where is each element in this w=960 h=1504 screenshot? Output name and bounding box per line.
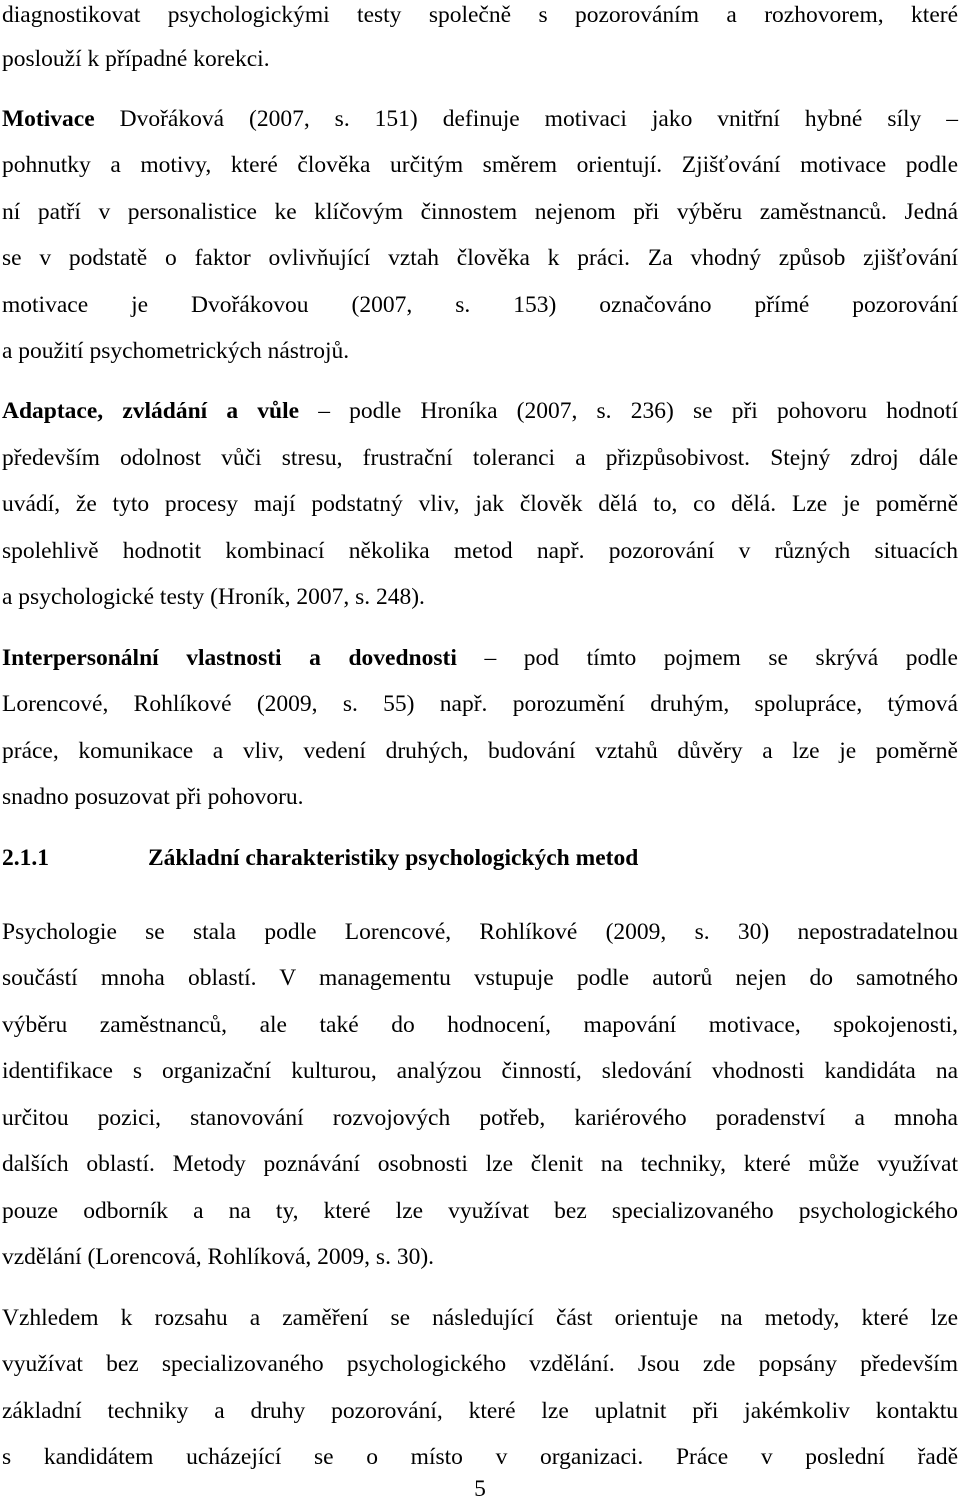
- paragraph-line: vzdělání (Lorencová, Rohlíková, 2009, s. 30).: [2, 1244, 435, 1270]
- paragraph-line: výběru zaměstnanců, ale také do hodnocení, mapování motivace, spokojenosti,: [2, 1012, 958, 1038]
- paragraph-line-motivace: [2, 104, 958, 134]
- section-number: 2.1.1: [2, 845, 49, 871]
- paragraph-line: práce, komunikace a vliv, vedení druhých, budování vztahů důvěry a lze je poměrně: [2, 738, 958, 764]
- paragraph-line: uvádí, že tyto procesy mají podstatný vliv, jak člověk dělá to, co dělá. Lze je poměrně: [2, 491, 958, 517]
- term-interpersonalni: Interpersonální vlastnosti a dovednosti: [2, 645, 457, 671]
- paragraph-line: poslouží k případné korekci.: [2, 46, 270, 72]
- paragraph-line: s kandidátem ucházející se o místo v organizaci. Práce v poslední řadě: [2, 1444, 958, 1470]
- paragraph-line: Lorencové, Rohlíkové (2009, s. 55) např. porozumění druhým, spolupráce, týmová: [2, 691, 958, 717]
- paragraph-line: motivace je Dvořákovou (2007, s. 153) označováno přímé pozorování: [2, 292, 958, 318]
- section-heading: [2, 843, 638, 873]
- section-title: Základní charakteristiky psychologických metod: [148, 845, 639, 871]
- paragraph-line: snadno posuzovat při pohovoru.: [2, 784, 304, 810]
- paragraph-line-adaptace: Adaptace, zvládání a vůle – podle Hroníka (2007, s. 236) se při pohovoru hodnotí: [2, 398, 958, 424]
- paragraph-line: základní techniky a druhy pozorování, které lze uplatnit při jakémkoliv kontaktu: [2, 1398, 958, 1424]
- term-adaptace: Adaptace, zvládání a vůle: [2, 398, 300, 424]
- paragraph-line: využívat bez specializovaného psychologického vzdělání. Jsou zde popsány především: [2, 1351, 958, 1377]
- paragraph-line: Psychologie se stala podle Lorencové, Rohlíkové (2009, s. 30) nepostradatelnou: [2, 919, 958, 945]
- paragraph-line: pouze odborník a na ty, které lze využívat bez specializovaného psychologického: [2, 1198, 958, 1224]
- paragraph-line: se v podstatě o faktor ovlivňující vztah člověka k práci. Za vhodný způsob zjišťování: [2, 245, 958, 271]
- term-motivace: Motivace: [2, 106, 95, 132]
- paragraph-line: ní patří v personalistice ke klíčovým činnostem nejenom při výběru zaměstnanců. Jedná: [2, 199, 958, 225]
- page-number: 5: [474, 1476, 486, 1502]
- paragraph-line: Vzhledem k rozsahu a zaměření se následující část orientuje na metody, které lze: [2, 1305, 958, 1331]
- paragraph-line: diagnostikovat psychologickými testy společně s pozorováním a rozhovorem, které: [2, 2, 958, 28]
- paragraph-line: spolehlivě hodnotit kombinací několika metod např. pozorování v různých situacích: [2, 538, 958, 564]
- paragraph-line-interpersonalni: Interpersonální vlastnosti a dovednosti – pod tímto pojmem se skrývá podle: [2, 645, 958, 671]
- motivace-rest: Dvořáková (2007, s. 151) definuje motivaci jako vnitřní hybné síly –: [119, 106, 958, 132]
- paragraph-line: a použití psychometrických nástrojů.: [2, 338, 350, 364]
- paragraph-line: součástí mnoha oblastí. V managementu vstupuje podle autorů nejen do samotného: [2, 965, 958, 991]
- paragraph-line: pohnutky a motivy, které člověka určitým směrem orientují. Zjišťování motivace podle: [2, 152, 958, 178]
- paragraph-line: dalších oblastí. Metody poznávání osobnosti lze členit na techniky, které může využívat: [2, 1151, 958, 1177]
- paragraph-line: a psychologické testy (Hroník, 2007, s. 248).: [2, 584, 425, 610]
- paragraph-line: identifikace s organizační kulturou, analýzou činností, sledování vhodnosti kandidáta na: [2, 1058, 958, 1084]
- paragraph-line: určitou pozici, stanovování rozvojových potřeb, kariérového poradenství a mnoha: [2, 1105, 958, 1131]
- paragraph-line: především odolnost vůči stresu, frustrační toleranci a přizpůsobivost. Stejný zdroj dále: [2, 445, 958, 471]
